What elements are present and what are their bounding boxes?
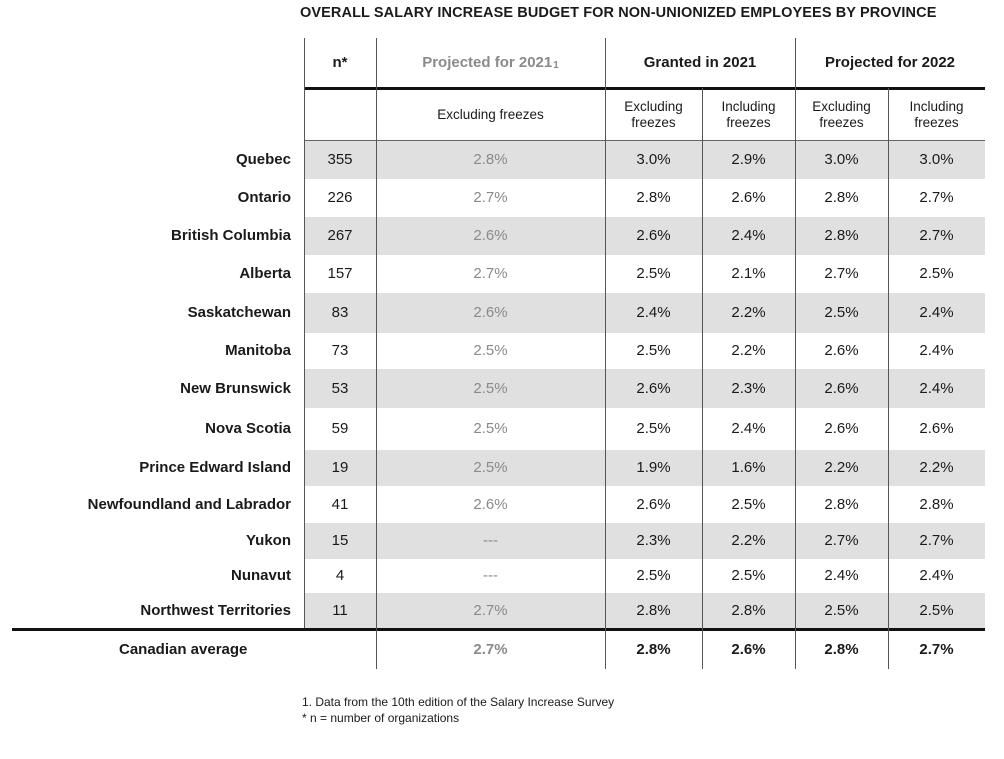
cell-p-excl: 2.4%: [824, 567, 859, 585]
footnote-1: 1. Data from the 10th edition of the Salary Increase Survey: [302, 695, 615, 709]
subheader-projected-2022-excluding-line2: freezes: [819, 114, 864, 130]
cell-n: 83: [331, 304, 349, 322]
average-p-excl: 2.8%: [824, 641, 859, 659]
cell-proj2021: 2.5%: [473, 459, 508, 477]
table-row: [12, 369, 985, 408]
cell-g-excl: 1.9%: [636, 459, 671, 477]
cell-p-incl: 2.6%: [919, 420, 954, 438]
cell-proj2021: 2.7%: [473, 601, 508, 619]
cell-g-incl: 2.1%: [731, 265, 766, 283]
province-label: Northwest Territories: [140, 601, 291, 619]
cell-n: 4: [335, 567, 345, 585]
cell-p-excl: 2.6%: [824, 379, 859, 397]
subheader-row: [12, 88, 985, 141]
cell-p-incl: 2.8%: [919, 495, 954, 513]
table-row: [12, 559, 985, 593]
subheader-granted-including-line2: freezes: [726, 114, 771, 130]
table-row: [12, 593, 985, 628]
cell-p-excl: 2.2%: [824, 459, 859, 477]
cell-g-incl: 2.8%: [731, 601, 766, 619]
table-row: [12, 523, 985, 559]
cell-g-excl: 2.6%: [636, 227, 671, 245]
cell-n: 355: [327, 151, 353, 169]
cell-p-excl: 2.5%: [824, 304, 859, 322]
cell-n: 267: [327, 227, 353, 245]
province-label: New Brunswick: [180, 379, 291, 397]
table-title: OVERALL SALARY INCREASE BUDGET FOR NON-UNIONIZED EMPLOYEES BY PROVINCE: [300, 5, 937, 21]
cell-g-excl: 2.5%: [636, 265, 671, 283]
table-row: [12, 255, 985, 293]
subheader-projected-2022-excluding: [795, 88, 888, 141]
cell-g-excl: 2.5%: [636, 567, 671, 585]
vline-col-1: [605, 38, 606, 669]
vline-col-0: [376, 38, 377, 669]
cell-proj2021: 2.7%: [473, 265, 508, 283]
table-row: [12, 486, 985, 523]
cell-p-excl: 2.8%: [824, 227, 859, 245]
cell-proj2021: 2.8%: [473, 151, 508, 169]
subheader-projected-2021-excluding: Excluding freezes: [437, 106, 544, 122]
cell-g-incl: 2.2%: [731, 532, 766, 550]
table-row: [12, 217, 985, 255]
cell-g-incl: 2.9%: [731, 151, 766, 169]
table-row: [12, 408, 985, 450]
cell-p-incl: 2.7%: [919, 532, 954, 550]
cell-n: 19: [331, 459, 349, 477]
table-row: [12, 141, 985, 179]
cell-p-incl: 3.0%: [919, 151, 954, 169]
province-label: Quebec: [235, 151, 291, 169]
subheader-projected-2022-including-line2: freezes: [914, 114, 959, 130]
cell-g-incl: 2.4%: [731, 420, 766, 438]
province-label: Saskatchewan: [187, 304, 291, 322]
cell-g-excl: 2.8%: [636, 189, 671, 207]
cell-p-incl: 2.5%: [919, 265, 954, 283]
subheader-projected-2022-including: [888, 88, 985, 141]
subheader-projected-2022-excluding-line1: Excluding: [812, 98, 871, 114]
cell-n: 11: [332, 601, 348, 619]
cell-p-incl: 2.7%: [919, 227, 954, 245]
table-row: [12, 179, 985, 217]
vline-n-left: [304, 38, 305, 628]
cell-p-excl: 2.6%: [824, 342, 859, 360]
cell-proj2021: 2.5%: [473, 342, 508, 360]
header-granted-2021: Granted in 2021: [643, 54, 757, 72]
cell-proj2021: 2.6%: [473, 304, 508, 322]
cell-proj2021: ---: [483, 532, 498, 550]
average-proj2021: 2.7%: [473, 641, 508, 659]
cell-g-incl: 2.2%: [731, 342, 766, 360]
cell-g-incl: 2.5%: [731, 567, 766, 585]
cell-p-excl: 3.0%: [824, 151, 859, 169]
cell-g-incl: 2.6%: [731, 189, 766, 207]
header-n: n*: [332, 54, 348, 72]
cell-p-incl: 2.7%: [919, 189, 954, 207]
average-label: Canadian average: [119, 641, 248, 659]
vline-sub-1: [888, 88, 889, 669]
cell-g-excl: 2.5%: [636, 420, 671, 438]
cell-g-excl: 2.3%: [636, 532, 671, 550]
table-row: [12, 450, 985, 486]
footnote-2: * n = number of organizations: [302, 711, 460, 725]
cell-g-incl: 1.6%: [731, 459, 766, 477]
cell-g-excl: 2.4%: [636, 304, 671, 322]
cell-proj2021: 2.6%: [473, 227, 508, 245]
subheader-granted-including-line1: Including: [721, 98, 776, 114]
province-label: British Columbia: [170, 227, 291, 245]
table-row: [12, 293, 985, 333]
cell-n: 226: [327, 189, 353, 207]
province-label: Prince Edward Island: [139, 459, 291, 477]
cell-p-excl: 2.7%: [824, 265, 859, 283]
cell-p-excl: 2.5%: [824, 601, 859, 619]
cell-proj2021: 2.7%: [473, 189, 508, 207]
cell-g-incl: 2.4%: [731, 227, 766, 245]
province-label: Ontario: [237, 189, 291, 207]
cell-n: 53: [331, 379, 349, 397]
cell-p-excl: 2.6%: [824, 420, 859, 438]
cell-g-incl: 2.5%: [731, 495, 766, 513]
cell-p-incl: 2.4%: [919, 567, 954, 585]
cell-proj2021: 2.5%: [473, 420, 508, 438]
cell-p-incl: 2.5%: [919, 601, 954, 619]
cell-p-excl: 2.8%: [824, 189, 859, 207]
cell-p-incl: 2.4%: [919, 304, 954, 322]
cell-n: 15: [331, 532, 349, 550]
province-label: Alberta: [239, 265, 291, 283]
cell-n: 59: [331, 420, 349, 438]
header-projected-2021-label: Projected for 2021: [422, 54, 553, 72]
subheader-projected-2022-including-line1: Including: [909, 98, 964, 114]
header-projected-2021: [376, 38, 605, 88]
cell-g-excl: 3.0%: [636, 151, 671, 169]
province-label: Nova Scotia: [205, 420, 291, 438]
subheader-granted-excluding-line2: freezes: [631, 114, 676, 130]
cell-n: 157: [327, 265, 353, 283]
cell-g-excl: 2.5%: [636, 342, 671, 360]
cell-p-excl: 2.8%: [824, 495, 859, 513]
subheader-granted-excluding: [605, 88, 702, 141]
cell-g-excl: 2.6%: [636, 495, 671, 513]
subheader-granted-including: [702, 88, 795, 141]
average-p-incl: 2.7%: [919, 641, 954, 659]
header-projected-2022: Projected for 2022: [824, 54, 956, 72]
cell-p-incl: 2.4%: [919, 379, 954, 397]
average-g-excl: 2.8%: [636, 641, 671, 659]
province-label: Yukon: [245, 532, 291, 550]
subheader-granted-excluding-line1: Excluding: [624, 98, 683, 114]
cell-g-excl: 2.8%: [636, 601, 671, 619]
cell-g-excl: 2.6%: [636, 379, 671, 397]
vline-sub-0: [702, 88, 703, 669]
province-label: Nunavut: [231, 567, 291, 585]
cell-p-incl: 2.4%: [919, 342, 954, 360]
cell-n: 73: [331, 342, 349, 360]
vline-col-2: [795, 38, 796, 669]
cell-proj2021: 2.5%: [473, 379, 508, 397]
header-row: [12, 38, 985, 88]
province-label: Newfoundland and Labrador: [87, 495, 291, 513]
cell-proj2021: ---: [483, 567, 498, 585]
cell-p-incl: 2.2%: [919, 459, 954, 477]
average-row: [12, 631, 985, 669]
table-row: [12, 333, 985, 369]
cell-proj2021: 2.6%: [473, 495, 508, 513]
cell-g-incl: 2.3%: [731, 379, 766, 397]
province-label: Manitoba: [225, 342, 291, 360]
header-projected-2021-footnote-mark: 1: [553, 60, 559, 72]
cell-p-excl: 2.7%: [824, 532, 859, 550]
average-g-incl: 2.6%: [731, 641, 766, 659]
cell-g-incl: 2.2%: [731, 304, 766, 322]
cell-n: 41: [331, 495, 349, 513]
